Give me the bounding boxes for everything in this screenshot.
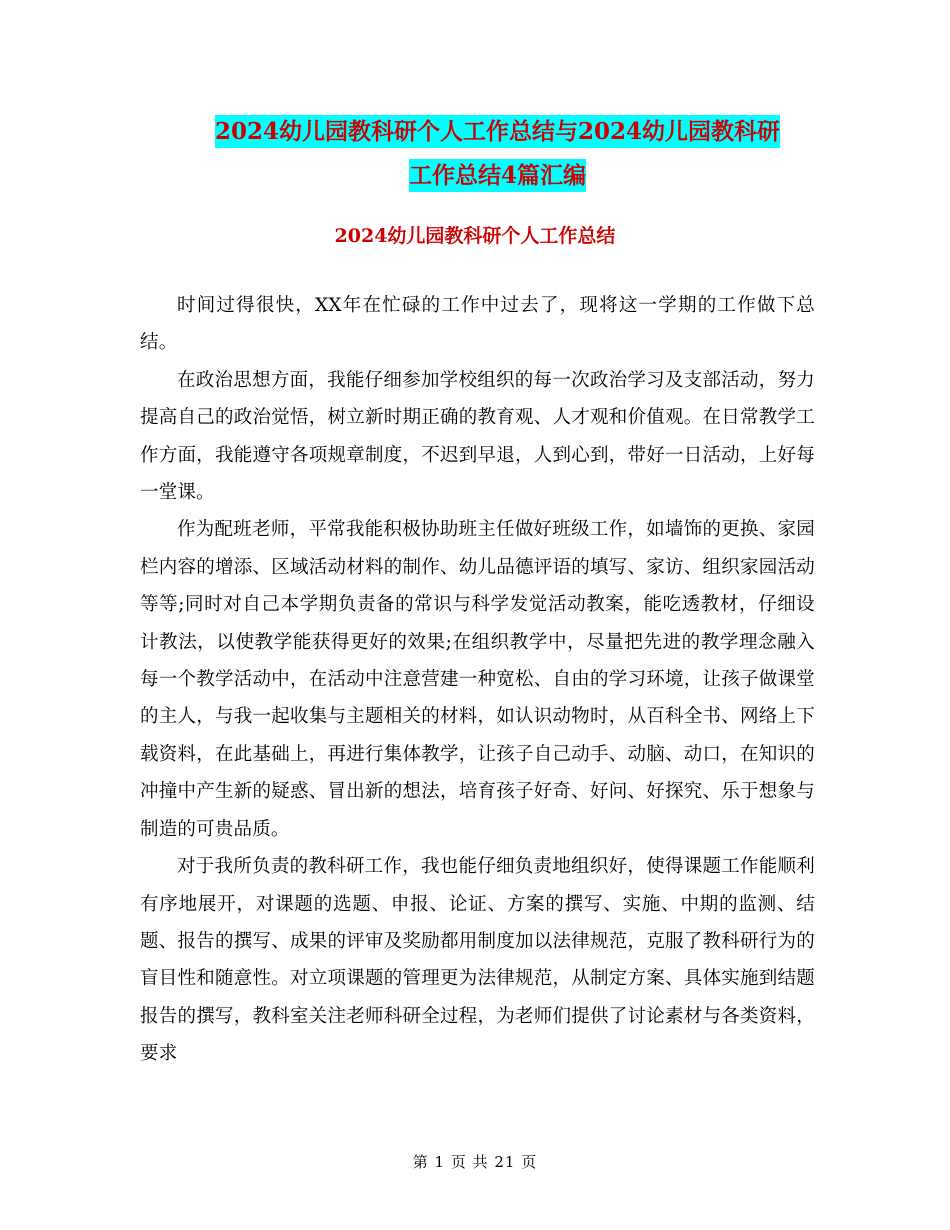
document-body [140,287,815,1073]
page-footer: 第 1 页 共 21 页 [412,1153,538,1171]
paragraph-1: 时间过得很快，XX年在忙碌的工作中过去了，现将这一学期的工作做下总结。 [140,295,815,354]
document-title [140,110,855,198]
section-title: 2024幼儿园教科研个人工作总结 [334,225,616,247]
document-title-line-1: 2024幼儿园教科研个人工作总结与2024幼儿园教科研 [215,115,780,148]
paragraph-3: 作为配班老师，平常我能积极协助班主任做好班级工作，如墙饰的更换、家园栏内容的增添、区域活动材料的制作、幼儿品德评语的填写、家访、组织家园活动等等;同时对自己本学期负责备的常识与科学发觉活动教案，能吃透教材，仔细设计教法，以使教学能获得更好的效果;在组织教学中，尽量把先进的教学理念融入每一个教学活动中，在活动中注意营建一种宽松、自由的学习环境，让孩子做课堂的主人，与我一起收集与主题相关的材料，如认识动物时，从百科全书、网络上下载资料，在此基础上，再进行集体教学，让孩子自己动手、动脑、动口，在知识的冲撞中产生新的疑惑、冒出新的想法，培育孩子好奇、好问、好探究、乐于想象与制造的可贵品质。 [140,519,815,840]
document-title-line-2: 工作总结4篇汇编 [409,159,586,192]
paragraph-4: 对于我所负责的教科研工作，我也能仔细负责地组织好，使得课题工作能顺利有序地展开，对课题的选题、申报、论证、方案的撰写、实施、中期的监测、结题、报告的撰写、成果的评审及奖励都用制度加以法律规范，克服了教科研行为的盲目性和随意性。对立项课题的管理更为法律规范，从制定方案、具体实施到结题报告的撰写，教科室关注老师科研全过程，为老师们提供了讨论素材与各类资料，要求 [140,856,815,1065]
paragraph-2: 在政治思想方面，我能仔细参加学校组织的每一次政治学习及支部活动，努力提高自己的政治觉悟，树立新时期正确的教育观、人才观和价值观。在日常教学工作方面，我能遵守各项规章制度，不迟到早退，人到心到，带好一日活动，上好每一堂课。 [140,369,815,504]
